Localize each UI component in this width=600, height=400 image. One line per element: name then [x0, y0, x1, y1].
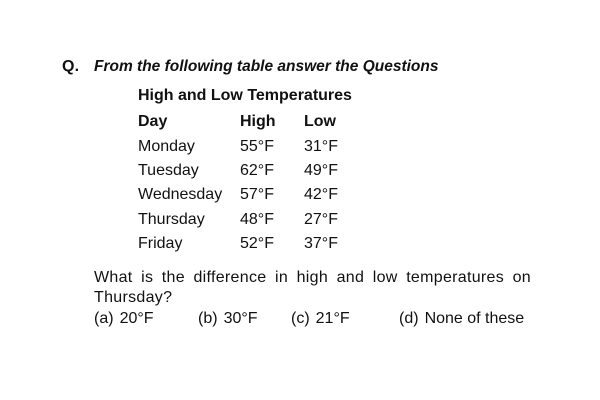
option-c[interactable] — [291, 309, 350, 329]
table-row — [138, 208, 364, 232]
table-title: High and Low Temperatures — [138, 87, 352, 104]
option-d[interactable] — [399, 309, 524, 329]
table-row — [138, 134, 364, 158]
header-day: Day — [138, 113, 168, 131]
question-label: Q. — [62, 58, 80, 75]
option-b[interactable] — [198, 309, 258, 329]
table-header-row — [138, 110, 364, 134]
option-text: None of these — [424, 310, 525, 327]
question-text: What is the difference in high and low temperatures on Thursday? — [94, 269, 531, 306]
option-letter: (c) — [291, 310, 310, 327]
option-text: 20°F — [119, 310, 154, 327]
cell-high: 57°F — [240, 186, 274, 204]
table-row — [138, 232, 364, 256]
cell-low: 31°F — [304, 137, 338, 155]
cell-day: Tuesday — [138, 161, 199, 179]
table-row — [138, 159, 364, 183]
cell-low: 49°F — [304, 161, 338, 179]
cell-high: 52°F — [240, 235, 274, 253]
cell-day: Monday — [138, 137, 195, 155]
option-letter: (b) — [198, 310, 218, 327]
cell-day: Friday — [138, 235, 183, 253]
cell-day: Thursday — [138, 210, 205, 228]
cell-high: 48°F — [240, 210, 274, 228]
header-low: Low — [304, 113, 336, 131]
cell-low: 27°F — [304, 210, 338, 228]
cell-high: 62°F — [240, 161, 274, 179]
temperature-table — [138, 110, 364, 256]
table-row — [138, 183, 364, 207]
question-instruction: From the following table answer the Questions — [94, 58, 439, 75]
option-letter: (d) — [399, 310, 419, 327]
cell-low: 42°F — [304, 186, 338, 204]
option-letter: (a) — [94, 310, 114, 327]
option-text: 30°F — [223, 310, 258, 327]
option-a[interactable] — [94, 309, 154, 329]
cell-high: 55°F — [240, 137, 274, 155]
header-high: High — [240, 113, 276, 131]
cell-low: 37°F — [304, 235, 338, 253]
cell-day: Wednesday — [138, 186, 223, 204]
option-text: 21°F — [315, 310, 350, 327]
